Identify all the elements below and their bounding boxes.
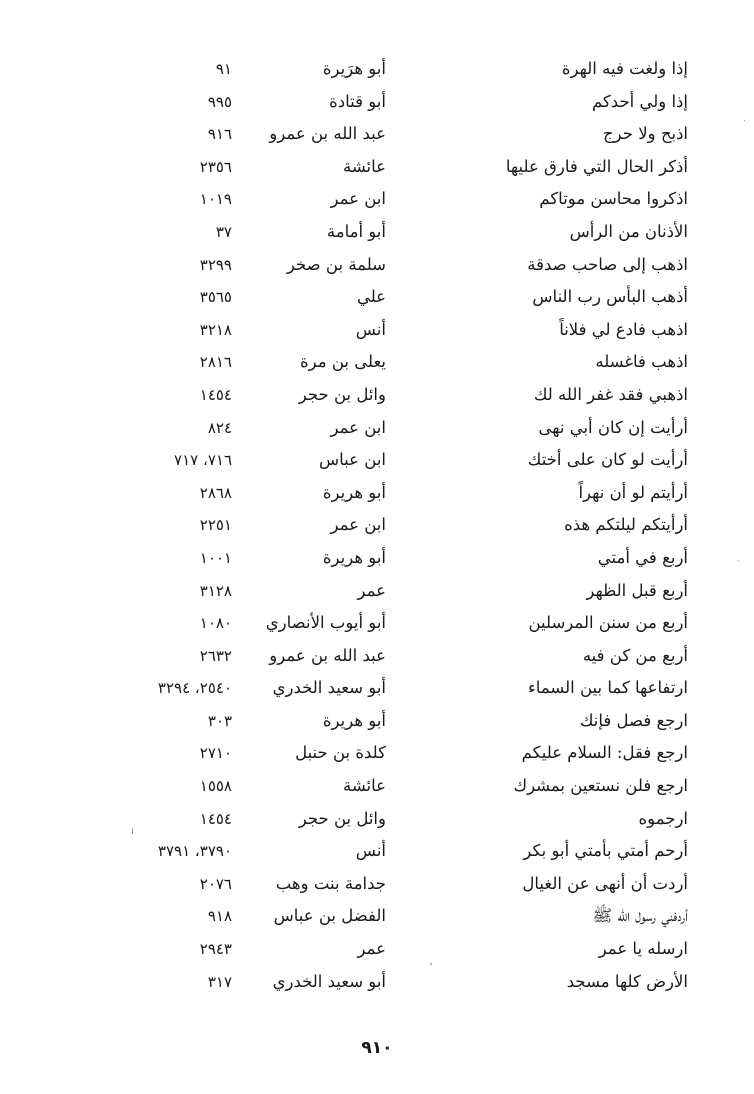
narrator-name: أبو هرَيرة <box>322 59 386 78</box>
hadith-number: ٣١٢٨ <box>199 581 232 600</box>
hadith-opening: أرأيتكم ليلتكم هذه <box>564 515 688 535</box>
index-row <box>0 900 754 933</box>
index-row <box>0 640 754 673</box>
hadith-opening: اذهب فادع لي فلاناً <box>559 319 688 339</box>
hadith-number: ٢٥٤٠، ٣٢٩٤ <box>157 679 232 698</box>
hadith-opening: الأرض كلها مسجد <box>566 971 688 991</box>
index-row <box>0 575 754 608</box>
narrator-name: أبو هريرة <box>322 547 386 567</box>
narrator-name: جدامة بنت وهب <box>275 873 386 893</box>
index-row <box>0 314 754 347</box>
hadith-opening: أربع في أمتي <box>597 547 688 567</box>
hadith-number: ٢٧١٠ <box>199 744 232 763</box>
hadith-opening: أربع قبل الظهر <box>586 580 688 600</box>
hadith-number: ٢٩٤٣ <box>199 940 232 959</box>
hadith-opening: ارجع فلن نستعين بمشرك <box>513 776 688 796</box>
hadith-opening: ارجع فصل فإنك <box>579 710 688 730</box>
index-row <box>0 151 754 184</box>
hadith-number: ٣٠٣ <box>207 711 232 730</box>
index-row <box>0 444 754 477</box>
narrator-name: وائل بن حجر <box>298 384 386 404</box>
index-row <box>0 868 754 901</box>
narrator-name: علي <box>356 287 386 307</box>
hadith-number: ٣٢٩٩ <box>199 255 232 274</box>
hadith-opening: أربع من كن فيه <box>582 645 688 665</box>
index-row <box>0 770 754 803</box>
hadith-opening: اذكروا محاسن موتاكم <box>539 189 688 209</box>
index-row <box>0 966 754 999</box>
hadith-opening: أردت أن أنهى عن الغيال <box>522 873 688 893</box>
print-speck <box>430 963 432 965</box>
index-row <box>0 379 754 412</box>
narrator-name: أبو أيوب الأنصاري <box>265 613 386 633</box>
print-speck <box>132 828 133 834</box>
narrator-name: ابن عباس <box>319 450 386 470</box>
hadith-opening: إذا ولي أحدكم <box>591 91 688 111</box>
hadith-opening: ارسله يا عمر <box>598 939 688 959</box>
hadith-opening: أرحم أمتي بأمتي أبو بكر <box>523 841 688 861</box>
narrator-name: عمر <box>357 580 386 600</box>
hadith-number: ١٠٨٠ <box>199 614 232 633</box>
hadith-opening: ارجموه <box>638 808 688 828</box>
index-row <box>0 346 754 379</box>
hadith-number: ٣٧ <box>215 222 232 241</box>
index-row <box>0 477 754 510</box>
hadith-opening: أربع من سنن المرسلين <box>528 613 688 633</box>
index-row <box>0 281 754 314</box>
hadith-opening: أذهب البأس رب الناس <box>532 287 688 307</box>
hadith-opening: اذبح ولا حرج <box>603 124 688 144</box>
narrator-name: كلدة بن حنبل <box>295 743 386 763</box>
index-row <box>0 53 754 86</box>
hadith-number: ٢٠٧٦ <box>199 874 232 893</box>
page-number: ٩١٠ <box>361 1038 393 1058</box>
index-row <box>0 509 754 542</box>
index-row <box>0 705 754 738</box>
hadith-opening: الأذنان من الرأس <box>569 221 688 241</box>
narrator-name: أبو هريرة <box>322 482 386 502</box>
index-row <box>0 216 754 249</box>
narrator-name: الفضل بن عباس <box>273 906 386 926</box>
narrator-name: أبو سعيد الخدري <box>272 971 386 991</box>
index-row <box>0 249 754 282</box>
narrator-name: عبد الله بن عمرو <box>269 124 386 144</box>
narrator-name: أبو أمامة <box>326 221 386 241</box>
hadith-opening: أرأيتم لو أن نهراً <box>578 482 688 502</box>
index-row <box>0 933 754 966</box>
hadith-number: ٩١ <box>215 60 232 78</box>
index-row <box>0 412 754 445</box>
hadith-number: ٣١٧ <box>207 972 232 991</box>
narrator-name: أنس <box>355 841 386 861</box>
narrator-name: سلمة بن صخر <box>286 254 386 274</box>
hadith-opening: اذهبي فقد غفر الله لك <box>533 384 688 404</box>
narrator-name: ابن عمر <box>330 189 386 209</box>
hadith-opening: ارجع فقل: السلام عليكم <box>521 743 688 763</box>
narrator-name: عائشة <box>342 156 386 176</box>
hadith-opening: أردفني رسول الله ﷺ <box>592 906 688 926</box>
narrator-name: أبو سعيد الخدري <box>272 678 386 698</box>
hadith-number: ٣٢١٨ <box>199 320 232 339</box>
hadith-number: ٨٢٤ <box>207 418 232 437</box>
hadith-number: ١٠٠١ <box>199 548 232 567</box>
hadith-opening: أرأيت إن كان أبي نهى <box>538 417 688 437</box>
hadith-number: ٢٦٣٢ <box>199 646 232 665</box>
index-row <box>0 835 754 868</box>
index-row <box>0 737 754 770</box>
hadith-number: ٩١٦ <box>207 125 232 144</box>
index-row <box>0 183 754 216</box>
hadith-opening: اذهب إلى صاحب صدقة <box>527 254 688 274</box>
hadith-number: ٩١٨ <box>207 907 232 926</box>
hadith-opening: أذكر الحال التي فارق عليها <box>505 156 688 176</box>
index-row <box>0 803 754 836</box>
index-row <box>0 86 754 119</box>
hadith-number: ٧١٦، ٧١٧ <box>174 451 232 470</box>
narrator-name: وائل بن حجر <box>298 808 386 828</box>
hadith-number: ٢٨١٦ <box>199 353 232 372</box>
index-row <box>0 542 754 575</box>
hadith-index-table <box>0 53 754 998</box>
hadith-opening: إذا ولغت فيه الهرة <box>561 59 688 78</box>
narrator-name: ابن عمر <box>330 515 386 535</box>
narrator-name: عبد الله بن عمرو <box>269 645 386 665</box>
narrator-name: أبو هريرة <box>322 710 386 730</box>
hadith-opening: أرأيت لو كان على أختك <box>527 450 688 470</box>
index-row <box>0 118 754 151</box>
hadith-opening: ارتفاعها كما بين السماء <box>528 678 688 698</box>
hadith-number: ٢٨٦٨ <box>199 483 232 502</box>
hadith-number: ١٥٥٨ <box>199 777 232 796</box>
index-row <box>0 607 754 640</box>
hadith-number: ٣٥٦٥ <box>199 288 232 307</box>
index-row <box>0 672 754 705</box>
hadith-number: ٢٢٥١ <box>199 516 232 535</box>
narrator-name: أنس <box>355 319 386 339</box>
narrator-name: ابن عمر <box>330 417 386 437</box>
hadith-number: ١٤٥٤ <box>199 809 232 828</box>
narrator-name: أبو قتادة <box>329 91 386 111</box>
hadith-number: ١٠١٩ <box>199 190 232 209</box>
hadith-opening: اذهب فاغسله <box>595 352 688 372</box>
hadith-number: ٣٧٩٠، ٣٧٩١ <box>157 842 232 861</box>
hadith-number: ١٤٥٤ <box>199 385 232 404</box>
hadith-number: ٢٣٥٦ <box>199 157 232 176</box>
narrator-name: عائشة <box>342 776 386 796</box>
print-speck <box>738 560 739 561</box>
hadith-number: ٩٩٥ <box>207 92 232 111</box>
narrator-name: عمر <box>357 939 386 959</box>
narrator-name: يعلى بن مرة <box>300 352 386 372</box>
print-speck <box>744 120 745 121</box>
